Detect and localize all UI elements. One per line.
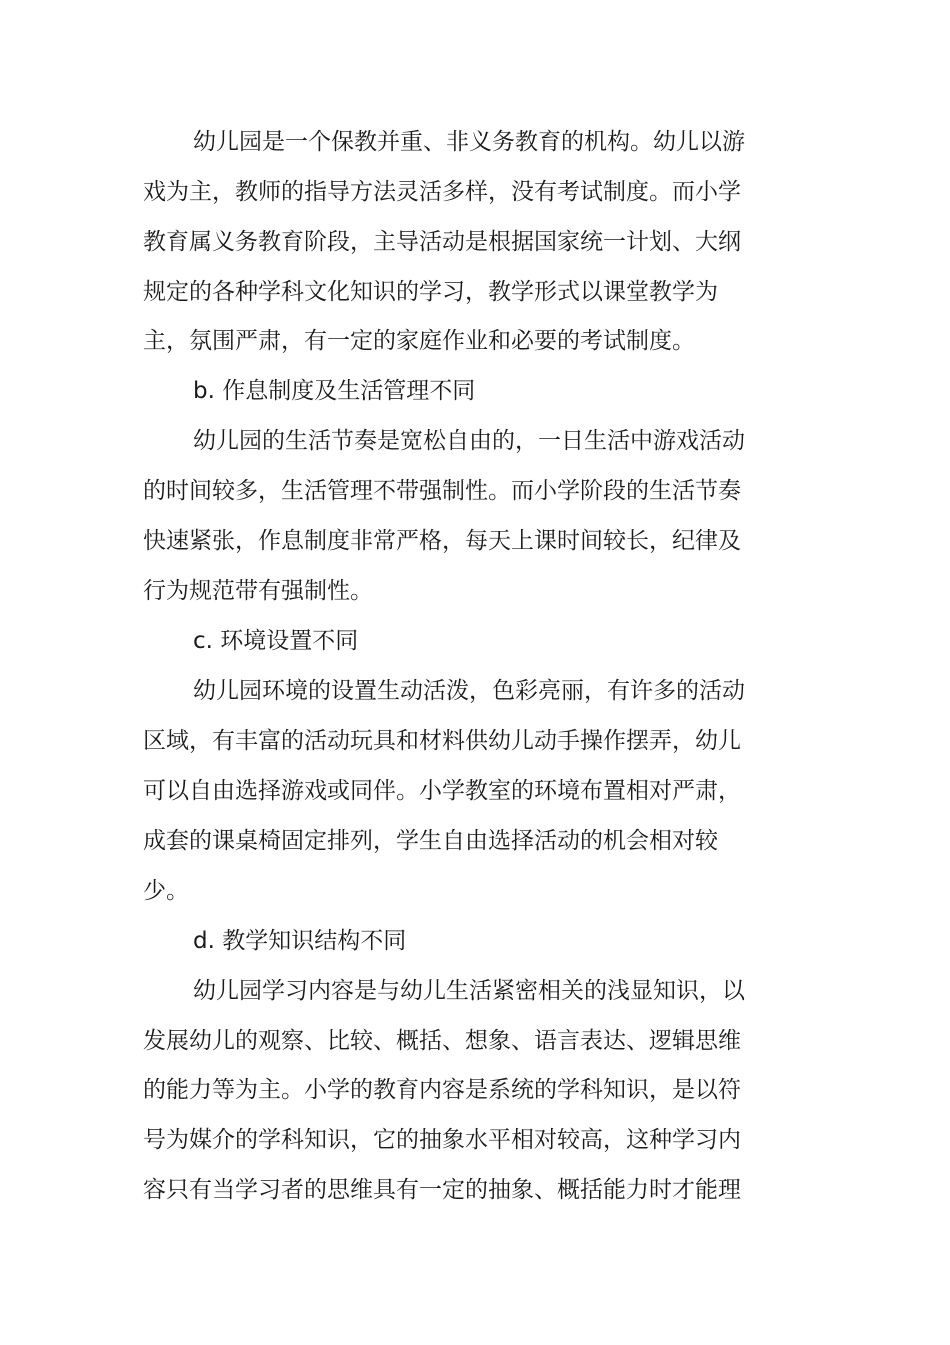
paragraph-line: 主，氛围严肃，有一定的家庭作业和必要的考试制度。 [143, 328, 695, 354]
paragraph-line: 号为媒介的学科知识，它的抽象水平相对较高，这种学习内 [143, 1127, 741, 1153]
paragraph-line: 戏为主，教师的指导方法灵活多样，没有考试制度。而小学 [143, 179, 741, 205]
paragraph-line: 容只有当学习者的思维具有一定的抽象、概括能力时才能理 [143, 1177, 741, 1203]
section-heading: c. 环境设置不同 [193, 628, 359, 654]
paragraph-line: 成套的课桌椅固定排列，学生自由选择活动的机会相对较 [143, 828, 718, 854]
paragraph-line: 发展幼儿的观察、比较、概括、想象、语言表达、逻辑思维 [143, 1028, 741, 1054]
paragraph-line: 教育属义务教育阶段，主导活动是根据国家统一计划、大纲 [143, 229, 741, 255]
paragraph-line: 幼儿园环境的设置生动活泼，色彩亮丽，有许多的活动 [193, 678, 745, 704]
paragraph-line: 的时间较多，生活管理不带强制性。而小学阶段的生活节奏 [143, 478, 741, 504]
paragraph-line: 可以自由选择游戏或同伴。小学教室的环境布置相对严肃， [143, 778, 741, 804]
section-heading: b. 作息制度及生活管理不同 [193, 378, 476, 404]
paragraph-line: 的能力等为主。小学的教育内容是系统的学科知识，是以符 [143, 1077, 741, 1103]
paragraph-line: 区域，有丰富的活动玩具和材料供幼儿动手操作摆弄，幼儿 [143, 728, 741, 754]
paragraph-line: 幼儿园学习内容是与幼儿生活紧密相关的浅显知识，以 [193, 978, 745, 1004]
paragraph-line: 行为规范带有强制性。 [143, 578, 373, 604]
paragraph-line: 少。 [143, 878, 189, 904]
section-heading: d. 教学知识结构不同 [193, 928, 407, 954]
paragraph-line: 幼儿园的生活节奏是宽松自由的，一日生活中游戏活动 [193, 428, 745, 454]
paragraph-line: 规定的各种学科文化知识的学习，教学形式以课堂教学为 [143, 279, 718, 305]
paragraph-line: 快速紧张，作息制度非常严格，每天上课时间较长，纪律及 [143, 528, 741, 554]
paragraph-line: 幼儿园是一个保教并重、非义务教育的机构。幼儿以游 [193, 129, 745, 155]
